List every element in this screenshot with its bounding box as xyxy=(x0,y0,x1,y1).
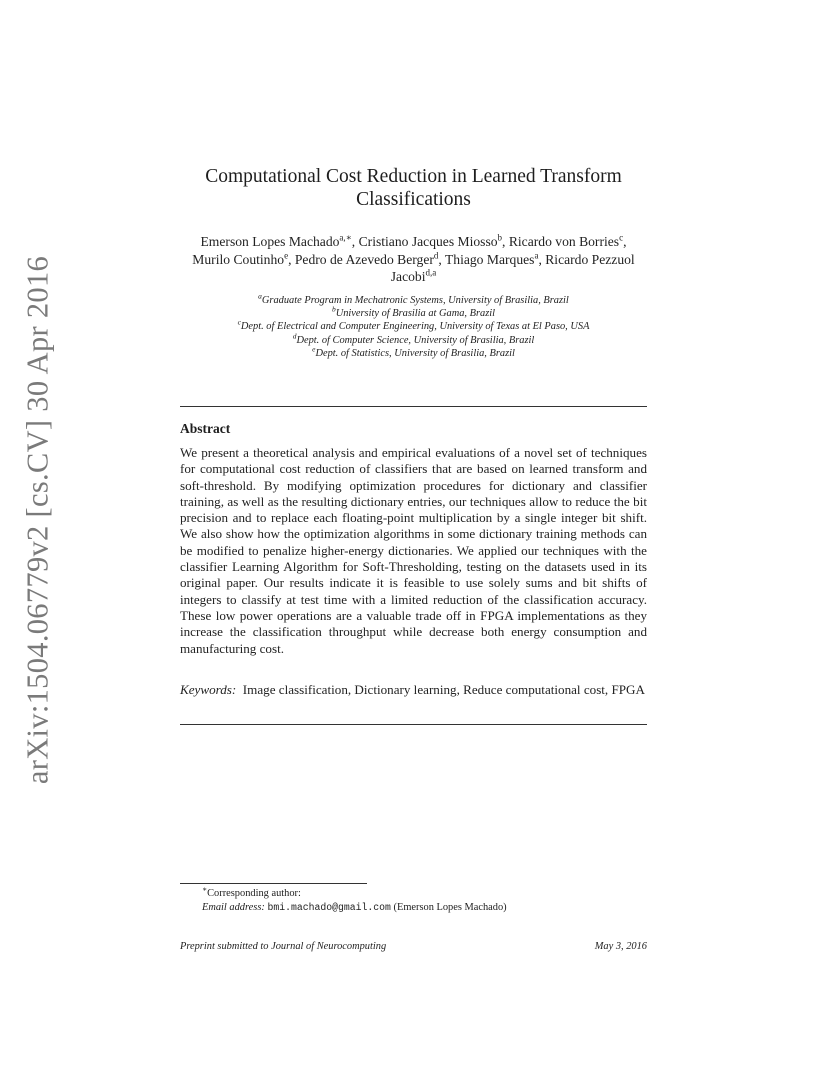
affiliation-list xyxy=(180,291,647,360)
affiliation-line xyxy=(180,331,647,347)
author-name: Emerson Lopes Machado xyxy=(200,234,340,249)
footnote-corresponding xyxy=(180,884,647,901)
author-name: Pedro de Azevedo Berger xyxy=(294,251,434,267)
affiliation-text: Dept. of Computer Science, University of Brasilia, Brazil xyxy=(296,334,535,346)
author-affil-mark: a,∗ xyxy=(339,232,352,243)
affiliation-line xyxy=(180,304,647,320)
paper-title: Computational Cost Reduction in Learned Transform Classifications xyxy=(205,166,622,210)
keywords xyxy=(180,682,647,698)
abstract-heading: Abstract xyxy=(180,421,231,436)
preprint-date: May 3, 2016 xyxy=(594,941,647,952)
author-affil-mark: d xyxy=(433,249,439,260)
email-owner: (Emerson Lopes Machado) xyxy=(393,902,507,913)
footnote-email-line xyxy=(180,901,647,915)
footnote-corresponding-text: Corresponding author: xyxy=(207,888,301,899)
keywords-text: Image classification, Dictionary learning, Reduce computational cost, FPGA xyxy=(242,682,645,697)
affiliation-mark: c xyxy=(237,317,241,327)
preprint-notice: Preprint submitted to Journal of Neurocomputing xyxy=(180,941,387,952)
affiliation-line xyxy=(180,344,647,360)
email-address-link[interactable]: bmi.machado@gmail.com xyxy=(267,902,391,913)
footnote-mark: ∗ xyxy=(202,884,208,894)
arxiv-stamp: arXiv:1504.06779v2 [cs.CV] 30 Apr 2016 xyxy=(20,255,55,785)
author-list: Emerson Lopes Machado$^{a,∗}$, Cristiano Jacques Miosso$^b$, Ricardo von Borries$^c$, Murilo Coutinho$^e$, Pedro de Azevedo Berger$^d$, Thiago Marques$^a$, Ricardo Pezzuol Jacobi$^{d,a}$ xyxy=(192,232,635,284)
footnote-rule xyxy=(180,883,367,884)
author-affil-mark: a xyxy=(534,249,539,260)
affiliation-mark: e xyxy=(312,344,316,354)
author-affil-mark: d,a xyxy=(425,267,437,278)
abstract-bottom-rule xyxy=(180,724,647,725)
affiliation-line xyxy=(180,291,647,307)
affiliation-text: University of Brasilia at Gama, Brazil xyxy=(335,308,496,320)
affiliation-text: Dept. of Statistics, University of Brasilia, Brazil xyxy=(315,347,515,359)
affiliation-text: Dept. of Electrical and Computer Engineering, University of Texas at El Paso, USA xyxy=(240,321,590,333)
keywords-label: Keywords: xyxy=(180,682,237,697)
author-name: Ricardo von Borries xyxy=(508,234,620,249)
affiliation-mark: a xyxy=(258,291,262,301)
author-affil-mark: b xyxy=(497,232,503,243)
footnote xyxy=(180,884,647,915)
author-affil-mark: c xyxy=(619,232,624,243)
author-name: Murilo Coutinho xyxy=(192,251,285,267)
affiliation-mark: b xyxy=(331,304,336,314)
affiliation-line xyxy=(180,317,647,333)
email-label: Email address: xyxy=(202,902,265,913)
author-affil-mark: e xyxy=(284,249,289,260)
abstract-top-rule xyxy=(180,406,647,407)
author-name: Ricardo Pezzuol Jacobi xyxy=(390,251,635,284)
abstract-body: We present a theoretical analysis and empirical evaluations of a novel set of techniques for computational cost reduction of classifiers that are based on learned transform and soft-threshold. By modifying optimization procedures for dictionary and classifier training, as well as the resulting dictionary entries, our techniques allow to reduce the bit precision and to replace each floating-point multiplication by a single integer bit shift. We also show how the optimization algorithms in some dictionary training methods can be modified to penalize higher-energy dictionaries. We applied our techniques with the classifier Learning Algorithm for Soft-Thresholding, testing on the datasets used in its original paper. Our results indicate it is feasible to use solely sums and bit shifts of integers to classify at test time with a limited reduction of the classification accuracy. These low power operations are a valuable trade off in FPGA implementations as they increase the classification throughput while decrease both energy consumption and manufacturing cost. xyxy=(180,445,647,656)
affiliation-mark: d xyxy=(292,331,297,341)
author-name: Thiago Marques xyxy=(444,251,535,267)
author-name: Cristiano Jacques Miosso xyxy=(358,234,498,249)
affiliation-text: Graduate Program in Mechatronic Systems, University of Brasilia, Brazil xyxy=(261,295,569,306)
